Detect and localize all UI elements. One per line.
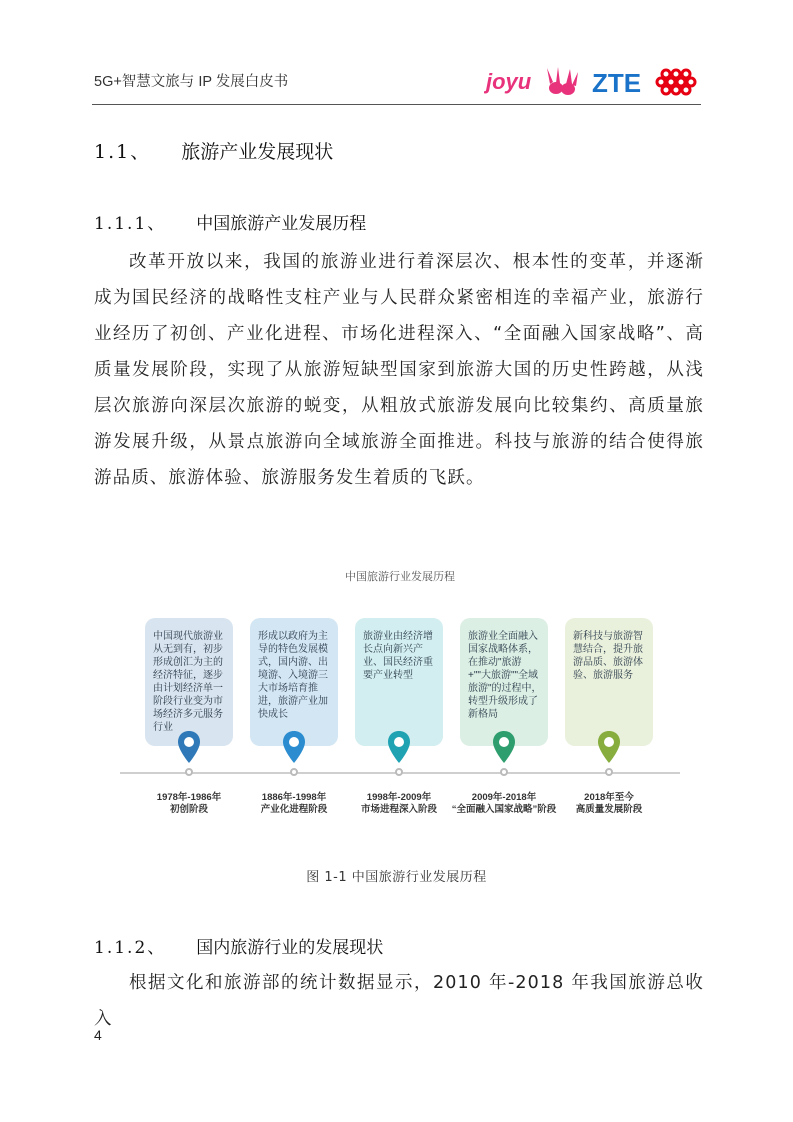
svg-text:joyu: joyu bbox=[486, 69, 532, 94]
stage-card: 形成以政府为主导的特色发展模式，国内游、出境游、入境游三大市场培育推进，旅游产业加快成长 bbox=[250, 618, 338, 746]
stage-card: 旅游业全面融入国家战略体系，在推动"旅游+""大旅游""全域旅游"的过程中，转型升级形成了新格局 bbox=[460, 618, 548, 746]
location-pin-icon bbox=[597, 730, 621, 764]
location-pin-icon bbox=[492, 730, 516, 764]
svg-text:ZTE: ZTE bbox=[592, 68, 642, 98]
subsection-number: 1.1.2、 bbox=[94, 938, 167, 958]
stage-period: 1886年-1998年 bbox=[261, 792, 327, 803]
china-unicom-logo bbox=[657, 70, 695, 94]
subsection-heading-1 bbox=[94, 209, 366, 234]
stage-card: 中国现代旅游业从无到有，初步形成创汇为主的经济特征，逐步由计划经济单一阶段行业变为市场经济多元服务行业 bbox=[145, 618, 233, 746]
location-pin-icon bbox=[387, 730, 411, 764]
stage-period: 1978年-1986年 bbox=[156, 792, 222, 803]
header-logos bbox=[484, 62, 704, 102]
running-header-title: 5G+智慧文旅与 IP 发展白皮书 bbox=[94, 74, 289, 90]
stage-phase: 初创阶段 bbox=[169, 804, 208, 815]
subsection-heading-2 bbox=[94, 933, 383, 958]
location-pin-icon bbox=[282, 730, 306, 764]
section-title: 旅游产业发展现状 bbox=[181, 141, 334, 163]
timeline-node bbox=[185, 768, 193, 776]
subsection-title: 中国旅游产业发展历程 bbox=[196, 214, 367, 234]
header-divider bbox=[92, 104, 701, 105]
stage-phase: 市场进程深入阶段 bbox=[360, 804, 437, 815]
stage-card: 新科技与旅游智慧结合，提升旅游品质、旅游体验、旅游服务 bbox=[565, 618, 653, 746]
section-heading bbox=[94, 137, 333, 164]
joyu-logo bbox=[484, 67, 578, 95]
timeline-node bbox=[395, 768, 403, 776]
timeline-node bbox=[290, 768, 298, 776]
stage-label bbox=[344, 792, 454, 816]
timeline-node bbox=[500, 768, 508, 776]
body-paragraph-2: 根据文化和旅游部的统计数据显示，2010 年-2018 年我国旅游总收入 bbox=[94, 973, 704, 1029]
section-number: 1.1、 bbox=[94, 141, 152, 163]
subsection-title: 国内旅游行业的发展现状 bbox=[196, 938, 384, 958]
page-number: 4 bbox=[94, 1027, 102, 1043]
figure-caption: 图 1-1 中国旅游行业发展历程 bbox=[306, 870, 487, 885]
stage-label bbox=[554, 792, 664, 816]
stage-phase: 高质量发展阶段 bbox=[575, 804, 643, 815]
body-paragraph-1: 改革开放以来，我国的旅游业进行着深层次、根本性的变革，并逐渐成为国民经济的战略性支柱产业与人民群众紧密相连的幸福产业，旅游行业经历了初创、产业化进程、市场化进程深入、“全面融入国家战略”、高质量发展阶段，实现了从旅游短缺型国家到旅游大国的历史性跨越，从浅层次旅游向深层次旅游的蜕变，从粗放式旅游发展向比较集约、高质量旅游发展升级，从景点旅游向全域旅游全面推进。科技与旅游的结合使得旅游品质、旅游体验、旅游服务发生着质的飞跃。 bbox=[94, 252, 704, 488]
stage-period: 1998年-2009年 bbox=[366, 792, 432, 803]
stage-label bbox=[449, 792, 559, 816]
stage-phase: “全面融入国家战略”阶段 bbox=[451, 804, 557, 815]
stage-label bbox=[134, 792, 244, 816]
figure-title: 中国旅游行业发展历程 bbox=[345, 571, 455, 583]
timeline-figure bbox=[110, 560, 690, 850]
stage-period: 2009年-2018年 bbox=[471, 792, 537, 803]
timeline-node bbox=[605, 768, 613, 776]
stage-card: 旅游业由经济增长点向新兴产业、国民经济重要产业转型 bbox=[355, 618, 443, 746]
stage-phase: 产业化进程阶段 bbox=[260, 804, 328, 815]
stage-label bbox=[239, 792, 349, 816]
subsection-number: 1.1.1、 bbox=[94, 214, 167, 234]
stage-period: 2018年至今 bbox=[584, 792, 634, 803]
location-pin-icon bbox=[177, 730, 201, 764]
zte-logo bbox=[592, 68, 641, 98]
